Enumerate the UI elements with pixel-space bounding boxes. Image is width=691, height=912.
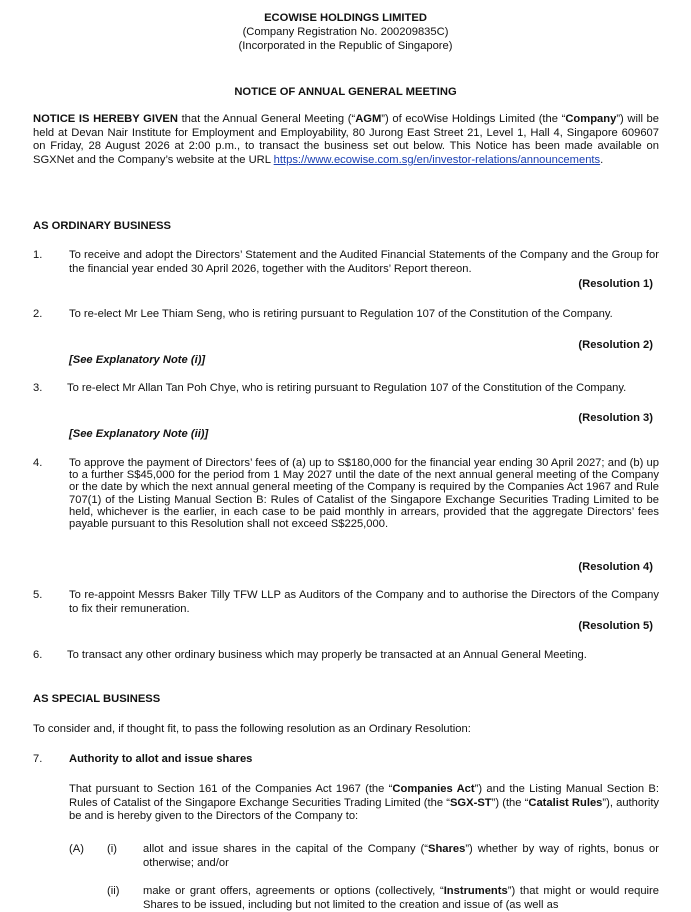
ordinary-business-heading: AS ORDINARY BUSINESS	[33, 220, 172, 232]
item-number: 2.	[33, 308, 43, 320]
item-7-text-2: ”) and the Listing Manual Section B: Rules of Catalist of the Singapore Exchange Securities Trading Limited (the “	[69, 783, 659, 809]
announcements-link[interactable]: https://www.ecowise.com.sg/en/investor-relations/announcements	[273, 153, 601, 166]
item-5-text: To re-appoint Messrs Baker Tilly TFW LLP as Auditors of the Company and to authorise the Directors of the Company to fix their remuneration.	[69, 589, 659, 615]
item-number: 5.	[33, 589, 43, 601]
item-4-text: To approve the payment of Directors’ fees of (a) up to S$180,000 for the financial year ending 30 April 2027; and (b) up to a further S$45,000 for the period from 1 May 2027 until the date of the next annual general meeting of the Company or the date by which the next annual general meeting of the Company is required by the Companies Act 1967 and Rule 707(1) of the Listing Manual Section B: Rules of Catalist of the Singapore Exchange Securities Trading Limited to be held, whichever is the earlier, in each case to be paid monthly in arrears, provided that the aggregate Directors’ fees payable pursuant to this Resolution shall not exceed S$225,000.	[69, 457, 659, 531]
shares-term: Shares	[427, 843, 466, 855]
sub-item-ii-text-1: make or grant offers, agreements or options (collectively, “	[143, 885, 444, 897]
item-number: 7.	[33, 753, 43, 765]
sub-item-i-text	[143, 843, 659, 870]
companies-act-term: Companies Act	[392, 783, 475, 795]
intro-text-2: ”) of ecoWise Holdings Limited (the “	[381, 113, 566, 125]
resolution-3-label: (Resolution 3)	[578, 412, 653, 424]
resolution-2-label: (Resolution 2)	[578, 339, 653, 351]
item-number: 6.	[33, 649, 43, 661]
company-registration: (Company Registration No. 200209835C)	[242, 26, 449, 38]
item-6-text: To transact any other ordinary business which may properly be transacted at an Annual General Meeting.	[67, 649, 587, 661]
item-number: 4.	[33, 457, 43, 469]
intro-agm: AGM	[355, 113, 382, 125]
resolution-5-label: (Resolution 5)	[578, 620, 653, 632]
resolution-4-label: (Resolution 4)	[578, 561, 653, 573]
explanatory-note-i: [See Explanatory Note (i)]	[69, 354, 206, 366]
sub-item-i-text-1: allot and issue shares in the capital of the Company (“	[143, 843, 428, 855]
item-2-text: To re-elect Mr Lee Thiam Seng, who is retiring pursuant to Regulation 107 of the Constitution of the Company.	[69, 308, 613, 320]
item-7-text-3: ”) (the “	[491, 796, 529, 809]
sgx-st-term: SGX-ST	[449, 796, 492, 809]
resolution-1-label: (Resolution 1)	[578, 278, 653, 290]
sub-item-ii-label: (ii)	[107, 885, 120, 897]
item-7-title: Authority to allot and issue shares	[69, 753, 253, 765]
intro-company: Company	[565, 113, 617, 125]
catalist-rules-term: Catalist Rules	[528, 796, 603, 809]
item-7-text-4: ”), authority be and is hereby given to the Directors of the Company to:	[69, 796, 660, 823]
incorporation-note: (Incorporated in the Republic of Singapore)	[238, 40, 453, 52]
sub-item-a-label: (A)	[69, 843, 84, 855]
item-number: 1.	[33, 249, 43, 261]
intro-lead: NOTICE IS HEREBY GIVEN	[33, 113, 178, 125]
page-title: NOTICE OF ANNUAL GENERAL MEETING	[234, 86, 457, 98]
item-number: 3.	[33, 382, 43, 394]
intro-end: .	[600, 153, 604, 166]
intro-paragraph	[33, 113, 659, 167]
company-name: ECOWISE HOLDINGS LIMITED	[264, 12, 427, 24]
sub-item-ii-text-2: ”) that might or would require Shares to be issued, including but not limited to the creation and issue of (as well as	[143, 885, 659, 911]
instruments-term: Instruments	[443, 885, 508, 897]
sub-item-i-label: (i)	[107, 843, 117, 855]
item-1-text: To receive and adopt the Directors’ Statement and the Audited Financial Statements of the Company and the Group for the financial year ended 30 April 2026, together with the Auditors’ Report thereon.	[69, 249, 659, 275]
item-7-text-1: That pursuant to Section 161 of the Companies Act 1967 (the “	[69, 783, 393, 795]
intro-text-3: ”) will be held at Devan Nair Institute for Employment and Employability, 80 Jurong East Street 21, Level 1, Hall 4, Singapore 609607 on Friday, 28 August 2026 at 2:00 p.m., to transact the business set out below. This Notice has been made available on SGXNet and the Company’s website at the URL	[33, 113, 659, 166]
sub-item-i-text-2: ”) whether by way of rights, bonus or otherwise; and/or	[143, 843, 659, 869]
special-business-heading: AS SPECIAL BUSINESS	[33, 693, 161, 705]
explanatory-note-ii: [See Explanatory Note (ii)]	[69, 428, 209, 440]
sub-item-ii-text	[143, 885, 659, 912]
intro-text-1: that the Annual General Meeting (“	[177, 113, 356, 125]
item-7-paragraph	[69, 783, 659, 824]
item-3-text: To re-elect Mr Allan Tan Poh Chye, who is retiring pursuant to Regulation 107 of the Constitution of the Company.	[67, 382, 627, 394]
special-business-intro: To consider and, if thought fit, to pass the following resolution as an Ordinary Resolution:	[33, 723, 471, 735]
